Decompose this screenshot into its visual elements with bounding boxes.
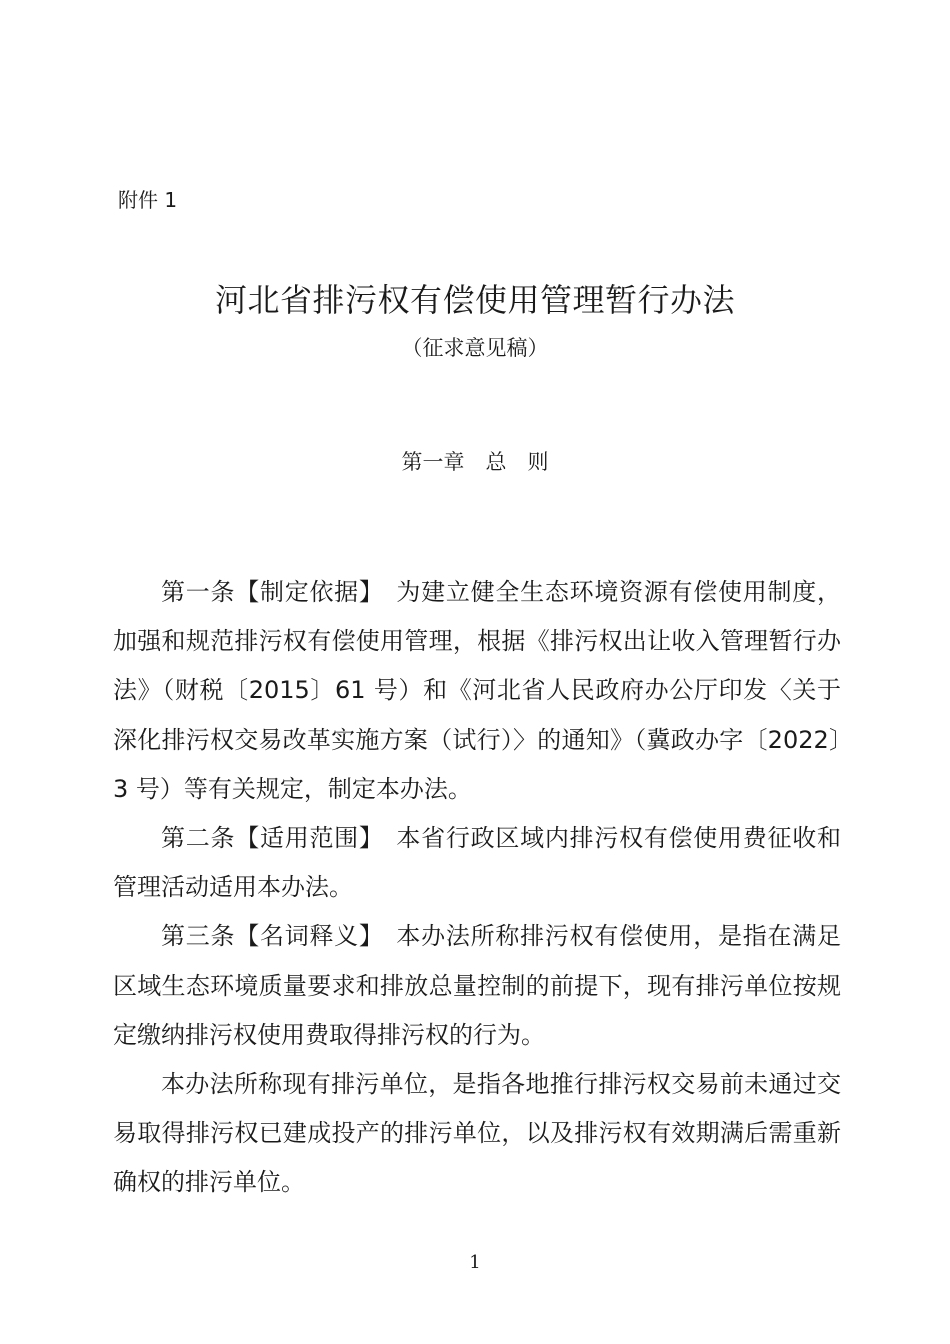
chapter-heading: 第一章 总 则 (401, 450, 549, 474)
paragraph-article-3: 第三条【名词释义】 本办法所称排污权有偿使用，是指在满足区域生态环境质量要求和排放总量控制的前提下，现有排污单位按规定缴纳排污权使用费取得排污权的行为。 (113, 922, 841, 1049)
document-subtitle: （征求意见稿） (401, 336, 549, 360)
paragraph-article-1: 第一条【制定依据】 为建立健全生态环境资源有偿使用制度，加强和规范排污权有偿使用管理，根据《排污权出让收入管理暂行办法》（财税〔2015〕61 号）和《河北省人民政府办公厅印发〈关于深化排污权交易改革实施方案（试行）〉的通知》（冀政办字〔2022〕3 号）等有关规定，制定本办法。 (113, 578, 841, 803)
document-body (113, 568, 841, 1208)
page-number: 1 (469, 1252, 481, 1273)
document-title: 河北省排污权有偿使用管理暂行办法 (214, 281, 735, 319)
attachment-label: 附件 1 (118, 188, 178, 212)
paragraph-article-2: 第二条【适用范围】 本省行政区域内排污权有偿使用费征收和管理活动适用本办法。 (113, 824, 841, 902)
paragraph-definition: 本办法所称现有排污单位，是指各地推行排污权交易前未通过交易取得排污权已建成投产的排污单位，以及排污权有效期满后需重新确权的排污单位。 (113, 1070, 841, 1197)
